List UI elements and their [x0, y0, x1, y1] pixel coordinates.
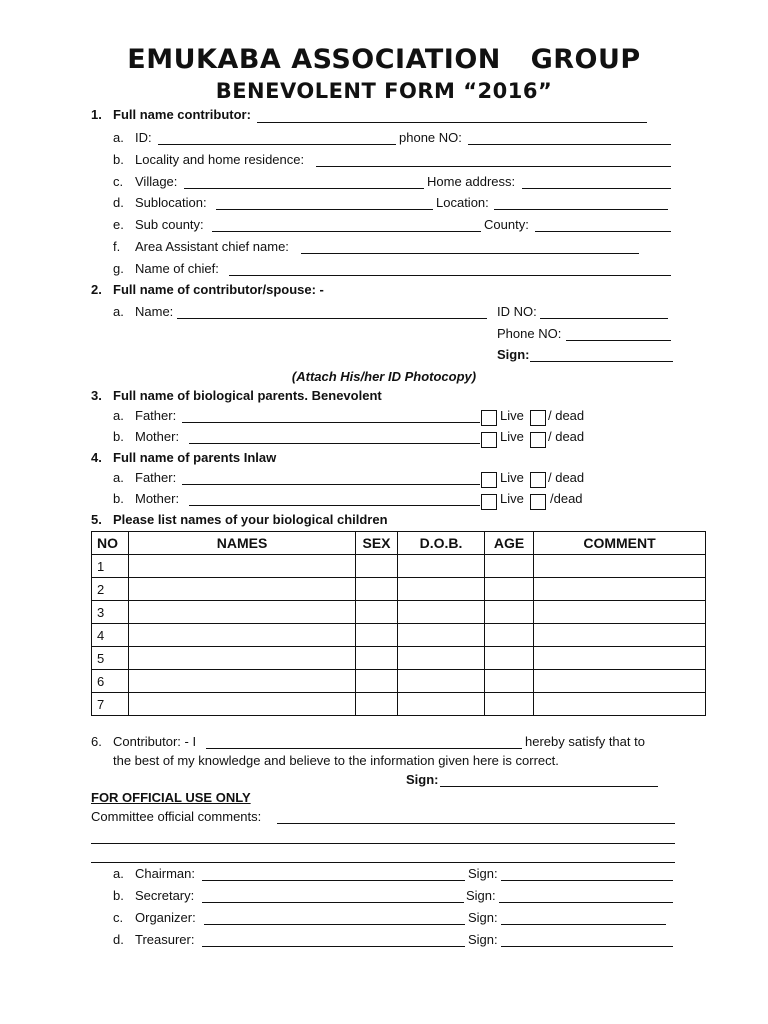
declaration-suffix: hereby satisfy that to: [525, 734, 645, 749]
section1-number: 1.: [91, 107, 102, 122]
child-comment-cell[interactable]: [534, 601, 706, 624]
child-dob-cell[interactable]: [398, 578, 485, 601]
committee-comments-line-2[interactable]: [91, 843, 675, 844]
section5-label: Please list names of your biological children: [113, 512, 388, 527]
spouse-sign-label: Sign:: [497, 347, 530, 362]
s1d-letter: d.: [113, 195, 124, 210]
chairman-label: Chairman:: [135, 866, 195, 881]
inlaw-father-live-label: Live: [500, 470, 524, 485]
child-age-cell[interactable]: [485, 555, 534, 578]
row-number: 4: [92, 624, 129, 647]
col-header-comment: COMMENT: [534, 532, 706, 555]
chief-field[interactable]: [229, 275, 671, 276]
organizer-sign-field[interactable]: [501, 924, 666, 925]
treasurer-label: Treasurer:: [135, 932, 195, 947]
mother-live-checkbox[interactable]: [481, 432, 497, 448]
declaration-sign-field[interactable]: [440, 786, 658, 787]
child-dob-cell[interactable]: [398, 693, 485, 716]
spouse-sign-field[interactable]: [530, 361, 673, 362]
father-dead-label: / dead: [548, 408, 585, 423]
child-age-cell[interactable]: [485, 647, 534, 670]
form-subtitle: BENEVOLENT FORM “2016”: [215, 79, 553, 103]
declaration-sign-label: Sign:: [406, 772, 439, 787]
s4b-letter: b.: [113, 491, 124, 506]
attach-id-note: (Attach His/her ID Photocopy): [291, 369, 477, 384]
children-table: [91, 531, 706, 716]
s4a-letter: a.: [113, 470, 124, 485]
row-number: 5: [92, 647, 129, 670]
child-age-cell[interactable]: [485, 693, 534, 716]
s1g-letter: g.: [113, 261, 124, 276]
child-comment-cell[interactable]: [534, 555, 706, 578]
section3-label: Full name of biological parents. Benevolent: [113, 388, 382, 403]
section1-label: Full name contributor:: [113, 107, 251, 122]
child-dob-cell[interactable]: [398, 647, 485, 670]
official-b-letter: b.: [113, 888, 124, 903]
child-dob-cell[interactable]: [398, 624, 485, 647]
official-c-letter: c.: [113, 910, 124, 925]
section5-number: 5.: [91, 512, 102, 527]
chief-label: Name of chief:: [135, 261, 219, 276]
child-name-cell[interactable]: [129, 624, 356, 647]
table-row: [92, 578, 706, 601]
col-header-age: AGE: [485, 532, 534, 555]
secretary-name-field[interactable]: [202, 902, 464, 903]
sublocation-label: Sublocation:: [135, 195, 207, 210]
col-header-sex: SEX: [356, 532, 398, 555]
spouse-phone-field[interactable]: [566, 340, 671, 341]
phone-field[interactable]: [468, 144, 671, 145]
treasurer-sign-label: Sign:: [468, 932, 498, 947]
s1c-letter: c.: [113, 174, 124, 189]
committee-comments-line-3[interactable]: [91, 862, 675, 863]
village-field[interactable]: [184, 188, 424, 189]
spouse-name-field[interactable]: [177, 318, 487, 319]
locality-label: Locality and home residence:: [135, 152, 305, 167]
phone-label: phone NO:: [399, 130, 462, 145]
father-name-field[interactable]: [182, 422, 480, 423]
official-d-letter: d.: [113, 932, 124, 947]
county-label: County:: [484, 217, 529, 232]
child-age-cell[interactable]: [485, 578, 534, 601]
form-title: EMUKABA ASSOCIATION GROUP: [127, 44, 641, 75]
col-header-dob: D.O.B.: [398, 532, 485, 555]
secretary-sign-field[interactable]: [499, 902, 673, 903]
table-row: [92, 693, 706, 716]
child-name-cell[interactable]: [129, 647, 356, 670]
child-age-cell[interactable]: [485, 624, 534, 647]
s1a-letter: a.: [113, 130, 124, 145]
inlaw-father-live-checkbox[interactable]: [481, 472, 497, 488]
inlaw-father-label: Father:: [135, 470, 177, 485]
location-field[interactable]: [494, 209, 668, 210]
row-number: 1: [92, 555, 129, 578]
assistant-chief-label: Area Assistant chief name:: [135, 239, 289, 254]
committee-comments-field[interactable]: [277, 823, 675, 824]
assistant-chief-field[interactable]: [301, 253, 639, 254]
col-header-no: NO: [92, 532, 129, 555]
village-label: Village:: [135, 174, 178, 189]
s3a-letter: a.: [113, 408, 124, 423]
child-sex-cell[interactable]: [356, 601, 398, 624]
child-name-cell[interactable]: [129, 578, 356, 601]
declaration-prefix: Contributor: - I: [113, 734, 197, 749]
inlaw-mother-name-field[interactable]: [189, 505, 480, 506]
child-comment-cell[interactable]: [534, 578, 706, 601]
child-name-cell[interactable]: [129, 555, 356, 578]
contributor-name-field[interactable]: [257, 122, 647, 123]
secretary-label: Secretary:: [135, 888, 195, 903]
s3b-letter: b.: [113, 429, 124, 444]
mother-dead-checkbox[interactable]: [530, 432, 546, 448]
inlaw-father-name-field[interactable]: [182, 484, 480, 485]
organizer-sign-label: Sign:: [468, 910, 498, 925]
table-row: [92, 670, 706, 693]
sub-county-field[interactable]: [212, 231, 481, 232]
organizer-label: Organizer:: [135, 910, 196, 925]
child-dob-cell[interactable]: [398, 601, 485, 624]
section3-number: 3.: [91, 388, 102, 403]
spouse-id-field[interactable]: [540, 318, 668, 319]
declarant-name-field[interactable]: [206, 748, 522, 749]
county-field[interactable]: [535, 231, 671, 232]
row-number: 6: [92, 670, 129, 693]
child-sex-cell[interactable]: [356, 670, 398, 693]
row-number: 3: [92, 601, 129, 624]
official-use-heading: FOR OFFICIAL USE ONLY: [91, 790, 251, 805]
inlaw-father-dead-label: / dead: [548, 470, 585, 485]
child-name-cell[interactable]: [129, 693, 356, 716]
child-sex-cell[interactable]: [356, 693, 398, 716]
child-sex-cell[interactable]: [356, 624, 398, 647]
official-a-letter: a.: [113, 866, 124, 881]
table-row: [92, 555, 706, 578]
child-sex-cell[interactable]: [356, 555, 398, 578]
inlaw-mother-label: Mother:: [135, 491, 180, 506]
child-comment-cell[interactable]: [534, 693, 706, 716]
sublocation-field[interactable]: [216, 209, 433, 210]
section6-number: 6.: [91, 734, 102, 749]
table-row: [92, 601, 706, 624]
organizer-name-field[interactable]: [204, 924, 465, 925]
home-address-field[interactable]: [522, 188, 671, 189]
father-live-checkbox[interactable]: [481, 410, 497, 426]
chairman-name-field[interactable]: [202, 880, 465, 881]
child-dob-cell[interactable]: [398, 555, 485, 578]
secretary-sign-label: Sign:: [466, 888, 496, 903]
inlaw-mother-dead-label: /dead: [550, 491, 583, 506]
section2-label: Full name of contributor/spouse: -: [113, 282, 324, 297]
inlaw-mother-live-checkbox[interactable]: [481, 494, 497, 510]
child-dob-cell[interactable]: [398, 670, 485, 693]
chairman-sign-field[interactable]: [501, 880, 673, 881]
inlaw-mother-dead-checkbox[interactable]: [530, 494, 546, 510]
spouse-name-label: Name:: [135, 304, 174, 319]
father-dead-checkbox[interactable]: [530, 410, 546, 426]
declaration-text: the best of my knowledge and believe to the information given here is correct.: [113, 753, 559, 768]
section2-number: 2.: [91, 282, 102, 297]
mother-name-field[interactable]: [189, 443, 480, 444]
committee-comments-label: Committee official comments:: [91, 809, 262, 824]
child-age-cell[interactable]: [485, 601, 534, 624]
col-header-names: NAMES: [129, 532, 356, 555]
children-table-header: [92, 532, 706, 555]
spouse-phone-label: Phone NO:: [497, 326, 562, 341]
child-name-cell[interactable]: [129, 670, 356, 693]
s1e-letter: e.: [113, 217, 124, 232]
row-number: 7: [92, 693, 129, 716]
child-sex-cell[interactable]: [356, 578, 398, 601]
treasurer-name-field[interactable]: [202, 946, 465, 947]
table-row: [92, 647, 706, 670]
locality-field[interactable]: [316, 166, 671, 167]
father-label: Father:: [135, 408, 177, 423]
id-label: ID:: [135, 130, 152, 145]
child-name-cell[interactable]: [129, 601, 356, 624]
section4-label: Full name of parents Inlaw: [113, 450, 277, 465]
spouse-id-label: ID NO:: [497, 304, 537, 319]
s2a-letter: a.: [113, 304, 124, 319]
child-sex-cell[interactable]: [356, 647, 398, 670]
home-address-label: Home address:: [427, 174, 516, 189]
inlaw-mother-live-label: Live: [500, 491, 524, 506]
mother-label: Mother:: [135, 429, 180, 444]
child-comment-cell[interactable]: [534, 647, 706, 670]
treasurer-sign-field[interactable]: [501, 946, 673, 947]
section4-number: 4.: [91, 450, 102, 465]
mother-live-label: Live: [500, 429, 524, 444]
inlaw-father-dead-checkbox[interactable]: [530, 472, 546, 488]
location-label: Location:: [436, 195, 489, 210]
sub-county-label: Sub county:: [135, 217, 204, 232]
s1f-letter: f.: [113, 239, 121, 254]
mother-dead-label: / dead: [548, 429, 585, 444]
father-live-label: Live: [500, 408, 524, 423]
chairman-sign-label: Sign:: [468, 866, 498, 881]
s1b-letter: b.: [113, 152, 124, 167]
row-number: 2: [92, 578, 129, 601]
table-row: [92, 624, 706, 647]
id-field[interactable]: [158, 144, 396, 145]
child-comment-cell[interactable]: [534, 624, 706, 647]
child-age-cell[interactable]: [485, 670, 534, 693]
child-comment-cell[interactable]: [534, 670, 706, 693]
